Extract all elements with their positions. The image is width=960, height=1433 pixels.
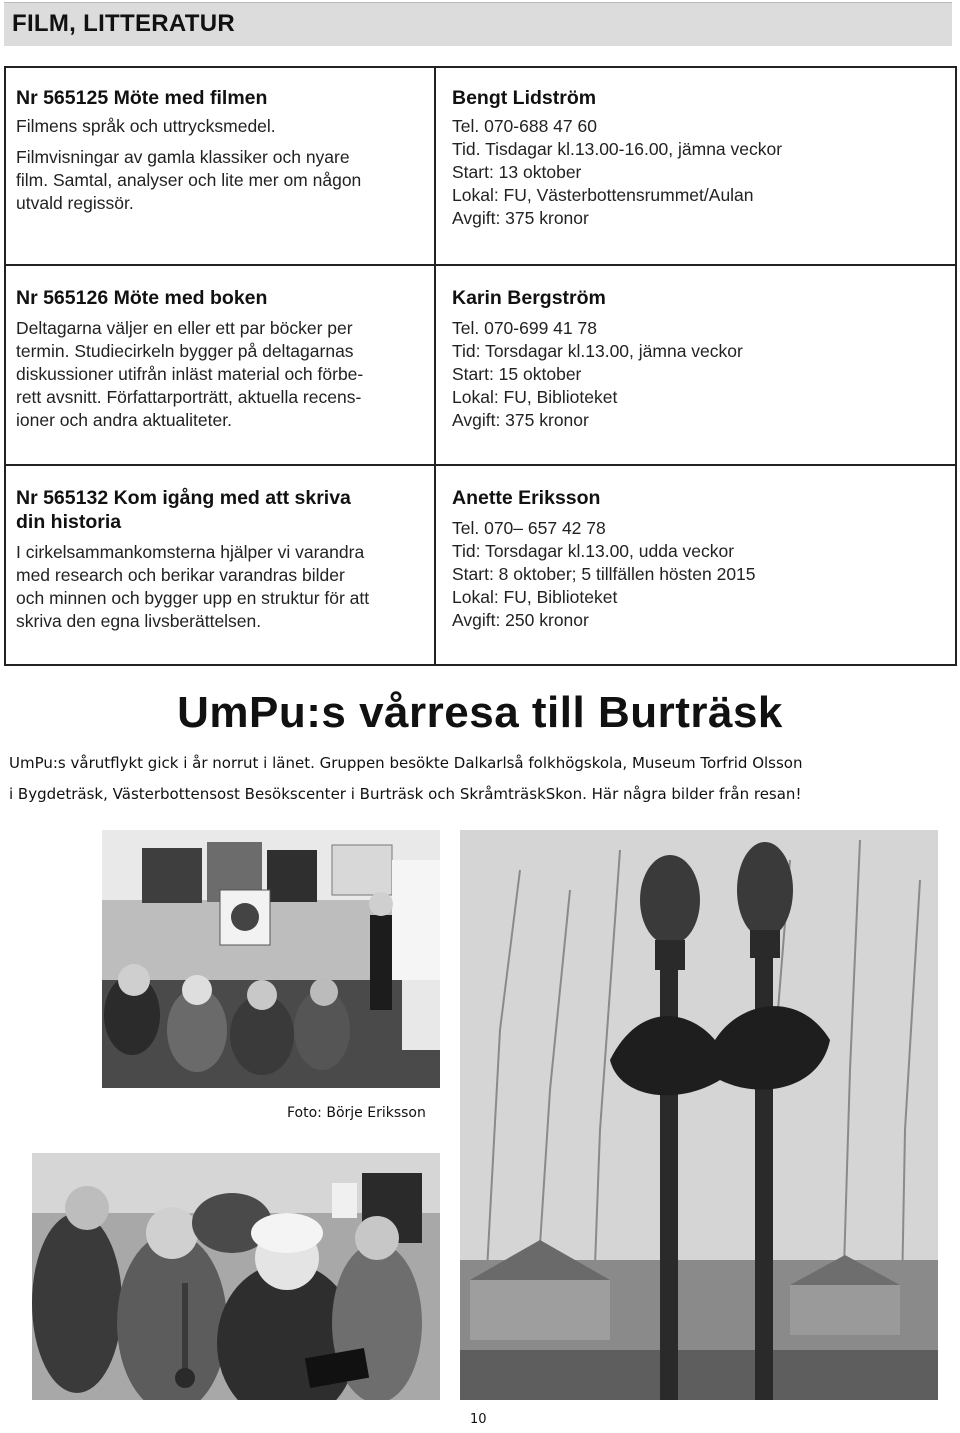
intro-line: UmPu:s vårutflykt gick i år norrut i länet. Gruppen besökte Dalkarlså folkhögskola, Museum Torfrid Olsson [9, 754, 803, 772]
photo-museum-visitors [32, 1153, 440, 1400]
course-row-writing [6, 466, 955, 664]
course-desc-line: Filmens språk och uttrycksmedel. [16, 116, 276, 136]
course-row-book [6, 266, 955, 466]
photo-exhibition-group [102, 830, 440, 1088]
info-fee: Avgift: 250 kronor [452, 610, 589, 630]
photo-sculpture-trees [460, 830, 938, 1400]
info-start: Start: 8 oktober; 5 tillfällen hösten 2015 [452, 564, 756, 584]
course-info-cell [452, 486, 942, 632]
info-location: Lokal: FU, Biblioteket [452, 587, 618, 607]
course-title: Nr 565126 Möte med boken [16, 287, 268, 309]
info-phone: Tel. 070– 657 42 78 [452, 518, 606, 538]
info-start: Start: 15 oktober [452, 364, 582, 384]
course-description-cell [16, 286, 414, 432]
course-desc-line: skriva den egna livsberättelsen. [16, 611, 262, 631]
course-desc-line: termin. Studiecirkeln bygger på deltagarnas [16, 341, 354, 361]
info-location: Lokal: FU, Biblioteket [452, 387, 618, 407]
info-time: Tid: Torsdagar kl.13.00, jämna veckor [452, 341, 743, 361]
info-start: Start: 13 oktober [452, 162, 582, 182]
course-info-cell [452, 86, 942, 230]
article-headline: UmPu:s vårresa till Burträsk [177, 688, 783, 737]
section-title: FILM, LITTERATUR [12, 10, 235, 37]
course-title: Nr 565125 Möte med filmen [16, 87, 268, 109]
course-desc-line: film. Samtal, analyser och lite mer om någon [16, 170, 362, 190]
info-fee: Avgift: 375 kronor [452, 410, 589, 430]
teacher-name: Anette Eriksson [452, 487, 601, 509]
teacher-name: Bengt Lidström [452, 87, 597, 109]
course-title: Nr 565132 Kom igång med att skriva [16, 487, 351, 509]
article-intro [9, 748, 949, 810]
teacher-name: Karin Bergström [452, 287, 606, 309]
column-divider [434, 266, 436, 464]
page-number: 10 [470, 1412, 487, 1427]
info-location: Lokal: FU, Västerbottensrummet/Aulan [452, 185, 754, 205]
course-table [4, 66, 957, 666]
section-header [4, 2, 952, 46]
course-desc-line: Deltagarna väljer en eller ett par böcker per [16, 318, 353, 338]
course-desc-line: diskussioner utifrån inläst material och förbe- [16, 364, 364, 384]
course-desc-line: ioner och andra aktualiteter. [16, 410, 232, 430]
intro-line: i Bygdeträsk, Västerbottensost Besökscenter i Burträsk och SkråmträskSkon. Här några bilder från resan! [9, 785, 802, 803]
course-description-cell [16, 486, 414, 633]
course-desc-line: med research och berikar varandras bilder [16, 565, 345, 585]
info-time: Tid. Tisdagar kl.13.00-16.00, jämna veckor [452, 139, 783, 159]
photo-caption: Foto: Börje Eriksson [287, 1105, 426, 1121]
info-phone: Tel. 070-688 47 60 [452, 116, 597, 136]
column-divider [434, 466, 436, 664]
course-desc-line: Filmvisningar av gamla klassiker och nyare [16, 147, 350, 167]
info-phone: Tel. 070-699 41 78 [452, 318, 597, 338]
course-desc-line: rett avsnitt. Författarporträtt, aktuella recens- [16, 387, 362, 407]
course-desc-line: I cirkelsammankomsterna hjälper vi varandra [16, 542, 365, 562]
course-description-cell [16, 86, 414, 215]
course-desc-line: utvald regissör. [16, 193, 134, 213]
course-info-cell [452, 286, 942, 432]
info-fee: Avgift: 375 kronor [452, 208, 589, 228]
course-desc-line: och minnen och bygger upp en struktur för att [16, 588, 370, 608]
column-divider [434, 68, 436, 264]
info-time: Tid: Torsdagar kl.13.00, udda veckor [452, 541, 735, 561]
course-row-film [6, 68, 955, 266]
course-title: din historia [16, 511, 122, 533]
